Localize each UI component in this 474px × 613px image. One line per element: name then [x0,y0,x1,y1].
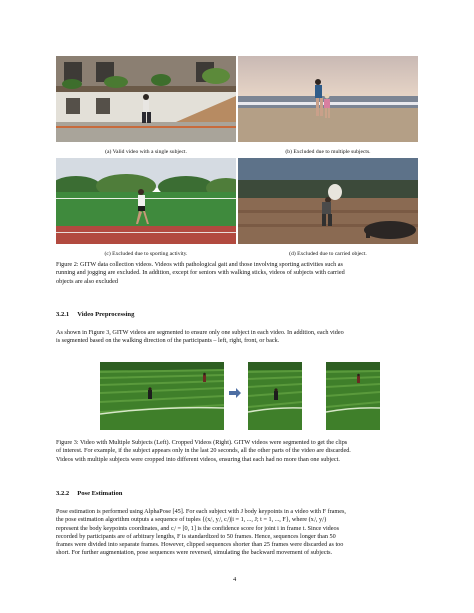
paragraph-line: the pose estimation algorithm outputs a sequence of tuples {(xᵢᵗ, yᵢᵗ, cᵢᵗ)|i = 1, ..., J; t = 1, ..., F}, where (xᵢᵗ, yᵢᵗ) [56,516,327,524]
figure2-panel-a-photo [56,56,236,142]
figure3-caption [56,439,418,464]
section-title: Pose Estimation [77,490,123,497]
section-heading [56,311,134,318]
paragraph-line: represent the body keypoints coordinates, and cᵢᵗ = [0, 1] is the confidence score for joint i in frame t. Since videos [56,524,340,532]
figure2-panel-b-caption: (b) Excluded due to multiple subjects. [285,149,371,155]
paragraph-line: short. For further augmentation, pose sequences were reversed, simulating the backward movement of subjects. [56,549,333,557]
figure3-caption-line: of interest. For example, if the subject appears only in the last 20 seconds, all the other parts of the video are discarded. [56,447,351,455]
paragraph-line: recorded by participants are of arbitrary lengths, F is standardized to 50 frames. Hence, sequences longer than 50 [56,532,336,540]
figure3-caption-line: Videos with multiple subjects were cropped into different videos, ensuring that each had no more than one subject. [56,455,340,463]
section-title: Video Preprocessing [77,311,135,318]
paragraph-line: is segmented based on the walking direction of the participants – left, right, front, or back. [56,337,280,345]
figure3-cropped-video-1-photo [248,362,302,430]
page-number: 4 [233,576,237,583]
paragraph-line: frames were divided into separate frames. However, clipped sequences shorter than 25 frames were discarded as too [56,541,344,549]
figure2-panel-d-caption: (d) Excluded due to carried object. [289,251,367,257]
section-number: 3.2.1 [56,311,70,318]
paragraph-line: Pose estimation is performed using AlphaPose [45]. For each subject with J body keypoints in a video with F frames, [56,508,346,515]
figure2-caption [56,261,418,286]
section-number: 3.2.2 [56,490,70,497]
figure2-caption-line: objects are also excluded [56,277,119,285]
figure3-original-video-photo [100,362,224,430]
section-321-paragraph [56,329,418,346]
figure2-panel-d-photo [238,158,418,244]
section-heading [56,490,122,497]
arrow-right-icon [229,388,241,398]
figure2-panel-b-photo [238,56,418,142]
section-322-paragraph [56,508,418,558]
figure3-caption-line: Figure 3: Video with Multiple Subjects (Left). Cropped Videos (Right). GITW videos were segmented to get the clips [56,439,348,446]
figure2-panel-c-photo [56,158,236,244]
figure2-caption-line: running and jogging are excluded. In addition, except for seniors with walking sticks, videos of subjects with carried [56,269,345,277]
figure2-panel-a-caption: (a) Valid video with a single subject. [105,149,187,155]
paragraph-line: As shown in Figure 3, GITW videos are segmented to ensure only one subject in each video. In addition, each video [56,329,344,336]
figure2-caption-line: Figure 2: GITW data collection videos. Videos with pathological gait and those involving sporting activities such as [56,261,343,268]
figure2-panel-c-caption: (c) Excluded due to sporting activity. [104,251,188,257]
figure3-cropped-video-2-photo [326,362,380,430]
